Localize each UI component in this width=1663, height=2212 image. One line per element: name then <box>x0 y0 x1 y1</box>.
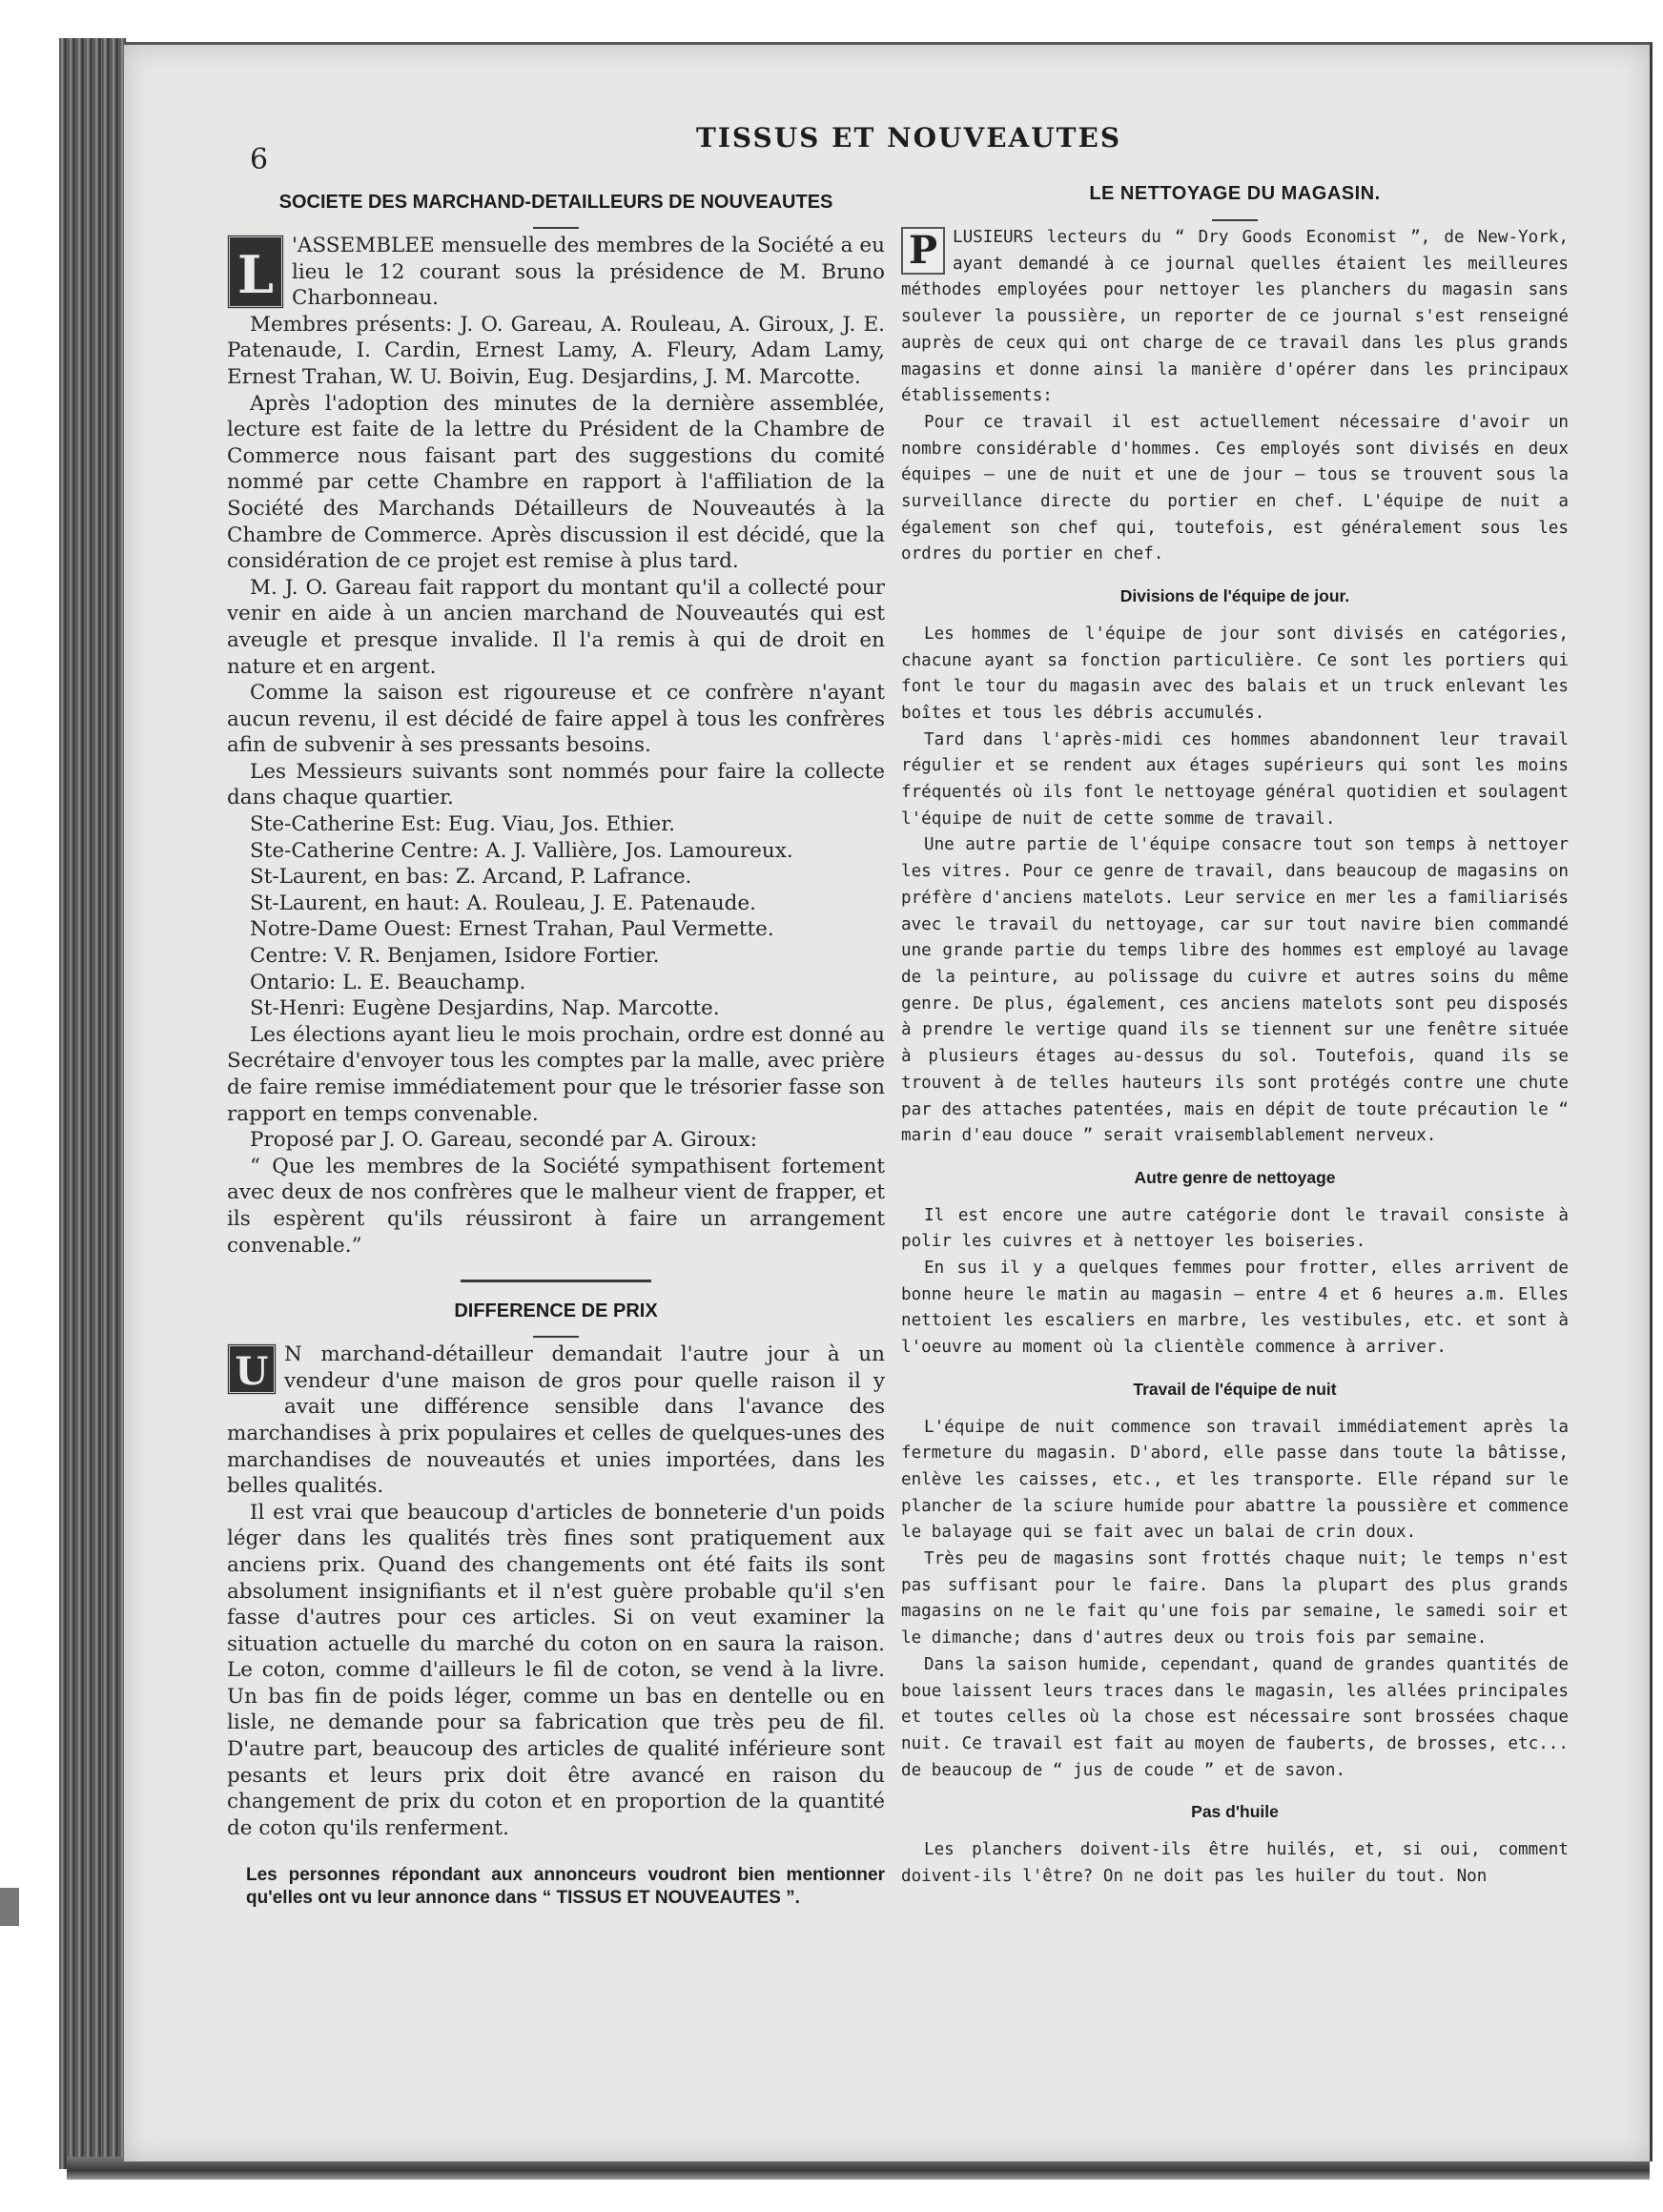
paragraph: Tard dans l'après-midi ces hommes abandonnent leur travail régulier et se rendent aux étages supérieurs qui sont les moins fréquentés où ils font le nettoyage général quotidien et soulagent l'équipe de nuit de cette somme de travail. <box>901 729 1569 829</box>
paragraph: Les hommes de l'équipe de jour sont divisés en catégories, chacune ayant sa fonction particulière. Ce sont les portiers qui font le tour du magasin avec des balais et un truck enlevant les boîtes et tous les débris accumulés. <box>901 624 1569 723</box>
paragraph: Proposé par J. O. Gareau, secondé par A. Giroux: <box>250 1128 757 1153</box>
paragraph: L'équipe de nuit commence son travail immédiatement après la fermeture du magasin. D'abord, elle passe dans toute la bâtisse, enlève les caisses, etc., et les transporte. Elle répand sur le plancher de la sciure humide pour abattre la poussière et commence le balayage qui se fait avec un balai de crin doux. <box>901 1417 1569 1543</box>
right-column <box>901 181 1569 1890</box>
subheading: Pas d'huile <box>1191 1802 1279 1822</box>
left-column <box>227 191 885 1910</box>
paragraph: En sus il y a quelques femmes pour frotter, elles arrivent de bonne heure le matin au magasin — entre 4 et 6 heures a.m. Elles nettoient les escaliers en marbre, les vestibules, etc. et sont à l'oeuvre au moment où la clientèle commence à arriver. <box>901 1259 1569 1358</box>
article-title-nettoyage: LE NETTOYAGE DU MAGASIN. <box>1089 183 1381 204</box>
paragraph: Après l'adoption des minutes de la dernière assemblée, lecture est faite de la lettre du Président de la Chambre de Commerce nous faisant part des suggestions du comité nommé par cette Chambre en rapport à l'affiliation de la Société des Marchands Détailleurs de Nouveautés à la Chambre de Commerce. Après discussion il est décidé, que la considération de ce projet est remise à plus tard. <box>227 391 885 574</box>
advertiser-notice: Les personnes répondant aux annonceurs voudront bien mentionner qu'elles ont vu leur annonce dans “ TISSUS ET NOUVEAUTES ”. <box>246 1865 885 1909</box>
paragraph: Les Messieurs suivants sont nommés pour faire la collecte dans chaque quartier. <box>227 759 885 810</box>
dropcap-ornament <box>901 227 945 275</box>
list-item: Ontario: L. E. Beauchamp. <box>250 970 526 994</box>
paragraph: M. J. O. Gareau fait rapport du montant qu'il a collecté pour venir en aide à un ancien marchand de Nouveautés qui est aveugle et presque invalide. Il l'a remis à qui de droit en nature et en argent. <box>227 575 885 679</box>
title-rule <box>1212 219 1258 221</box>
list-item: Centre: V. R. Benjamen, Isidore Fortier. <box>250 944 660 969</box>
paragraph: Les planchers doivent-ils être huilés, et, si oui, comment doivent-ils l'être? On ne doit pas les huiler du tout. Non <box>901 1840 1569 1886</box>
paragraph: Comme la saison est rigoureuse et ce confrère n'ayant aucun revenu, il est décidé de faire appel à tous les confrères afin de subvenir à ses pressants besoins. <box>227 681 885 758</box>
paragraph: Une autre partie de l'équipe consacre tout son temps à nettoyer les vitres. Pour ce genre de travail, dans beaucoup de magasins on préfère d'anciens matelots. Leur service en mer les a familiarisés avec le travail du nettoyage, car sur tout navire bien commandé une grande partie du temps libre des hommes est employé au lavage de la peinture, au polissage du cuivre et autres soins du même genre. De plus, également, ces anciens matelots sont peu disposés à prendre le vertige quand ils se tiennent sur une fenêtre située à plusieurs étages au-dessus du sol. Toutefois, quand ils se trouvent à de telles hauteurs ils sont protégés contre une chute par des attaches patentées, mais en dépit de toute précaution le “ marin d'eau douce ” serait vraisemblablement nerveux. <box>901 835 1569 1146</box>
title-rule <box>533 227 579 229</box>
list-item: Notre-Dame Ouest: Ernest Trahan, Paul Vermette. <box>250 917 774 942</box>
paragraph: Les élections ayant lieu le mois prochain, ordre est donné au Secrétaire d'envoyer tous les comptes par la malle, avec prière de faire remise immédiatement pour que le trésorier fasse son rapport en temps convenable. <box>227 1022 885 1126</box>
page-number: 6 <box>250 143 269 176</box>
scan-margin-mark <box>0 1888 19 1926</box>
paragraph: “ Que les membres de la Société sympathisent fortement avec deux de nos confrères que le malheur vient de frapper, et ils espèrent qu'ils réussiront à faire un arrangement convenable.” <box>227 1154 885 1258</box>
paragraph: N marchand-détailleur demandait l'autre jour à un vendeur d'une maison de gros pour quelle raison il y avait une différence sensible dans l'avance des marchandises à prix populaires et celles de quelques-unes des marchandises de nouveautés et unies importées, dans les belles qualités. <box>227 1342 885 1499</box>
paragraph: Dans la saison humide, cependant, quand de grandes quantités de boue laissent leurs traces dans le magasin, les allées principales et toutes celles où la chose est nécessaire sont brossées chaque nuit. Ce travail est fait au moyen de fauberts, de brosses, etc... de beaucoup de “ jus de coude ” et de savon. <box>901 1654 1569 1780</box>
book-page-edges <box>59 38 126 2169</box>
dropcap-letter: U <box>227 1343 277 1395</box>
list-item: St-Laurent, en haut: A. Rouleau, J. E. Patenaude. <box>250 891 756 915</box>
list-item: St-Henri: Eugène Desjardins, Nap. Marcotte. <box>250 996 720 1021</box>
list-item: Ste-Catherine Centre: A. J. Vallière, Jos. Lamoureux. <box>250 838 793 863</box>
dropcap-ornament <box>227 1343 277 1395</box>
paragraph: Il est vrai que beaucoup d'articles de bonneterie d'un poids léger dans les qualités très fines sont pratiquement aux anciens prix. Quand des changements ont été faits ils sont absolument insignifiants et il n'est guère probable qu'il s'en fasse d'autres pour ces articles. Si on veut examiner la situation actuelle du marché du coton on en saura la raison. Le coton, comme d'ailleurs le fil de coton, se vend à la livre. Un bas fin de poids léger, comme un bas en dentelle ou en lisle, ne demande pour sa fabrication que très peu de fil. D'autre part, beaucoup des articles de qualité inférieure sont pesants et leurs prix doit être avancé en raison du changement de prix du coton et en proportion de la quantité de coton qu'ils renferment. <box>227 1500 885 1840</box>
paragraph: Membres présents: J. O. Gareau, A. Rouleau, A. Giroux, J. E. Patenaude, I. Cardin, Ernest Lamy, A. Fleury, Adam Lamy, Ernest Trahan, W. U. Boivin, Eug. Desjardins, J. M. Marcotte. <box>227 312 885 389</box>
article-title-societe: SOCIETE DES MARCHAND-DETAILLEURS DE NOUVEAUTES <box>278 192 833 213</box>
subheading: Autre genre de nettoyage <box>1134 1167 1336 1187</box>
paragraph: Pour ce travail il est actuellement nécessaire d'avoir un nombre considérable d'hommes. Ces employés sont divisés en deux équipes — une de nuit et une de jour — tous se trouvent sous la surveillance directe du portier en chef. L'équipe de nuit a également son chef qui, toutefois, est généralement sous les ordres du portier en chef. <box>901 412 1569 564</box>
list-item: St-Laurent, en bas: Z. Arcand, P. Lafrance. <box>250 865 692 890</box>
paragraph: Il est encore une autre catégorie dont le travail consiste à polir les cuivres et à nettoyer les boiseries. <box>901 1205 1569 1252</box>
section-divider <box>461 1280 651 1282</box>
paragraph: 'ASSEMBLEE mensuelle des membres de la Société a eu lieu le 12 courant sous la présidence de M. Bruno Charbonneau. <box>292 234 885 311</box>
subheading: Divisions de l'équipe de jour. <box>1119 586 1350 606</box>
paragraph: LUSIEURS lecteurs du “ Dry Goods Economist ”, de New-York, ayant demandé à ce journal quelles étaient les meilleures méthodes employées pour nettoyer les planchers du magasin sans soulever la poussière, un reporter de ce journal s'est renseigné auprès de ceux qui ont charge de ce travail dans les plus grands magasins et donne ainsi la manière d'opérer dans les principaux établissements: <box>901 228 1569 406</box>
running-head: TISSUS ET NOUVEAUTES <box>696 122 1122 154</box>
dropcap-letter: P <box>901 227 945 275</box>
list-item: Ste-Catherine Est: Eug. Viau, Jos. Ethier. <box>250 812 675 837</box>
article-difference <box>227 1342 885 1841</box>
article-societe <box>227 233 885 1259</box>
subheading: Travail de l'équipe de nuit <box>1133 1379 1337 1399</box>
paragraph: Très peu de magasins sont frottés chaque nuit; le temps n'est pas suffisant pour le faire. Dans la plupart des plus grands magasins on ne le fait qu'une fois par semaine, le samedi soir et le dimanche; dans d'autres deux ou trois fois par semaine. <box>901 1549 1569 1649</box>
dropcap-ornament <box>227 235 284 309</box>
dropcap-letter: L <box>227 235 284 309</box>
title-rule <box>533 1336 579 1338</box>
article-title-difference: DIFFERENCE DE PRIX <box>454 1301 658 1322</box>
